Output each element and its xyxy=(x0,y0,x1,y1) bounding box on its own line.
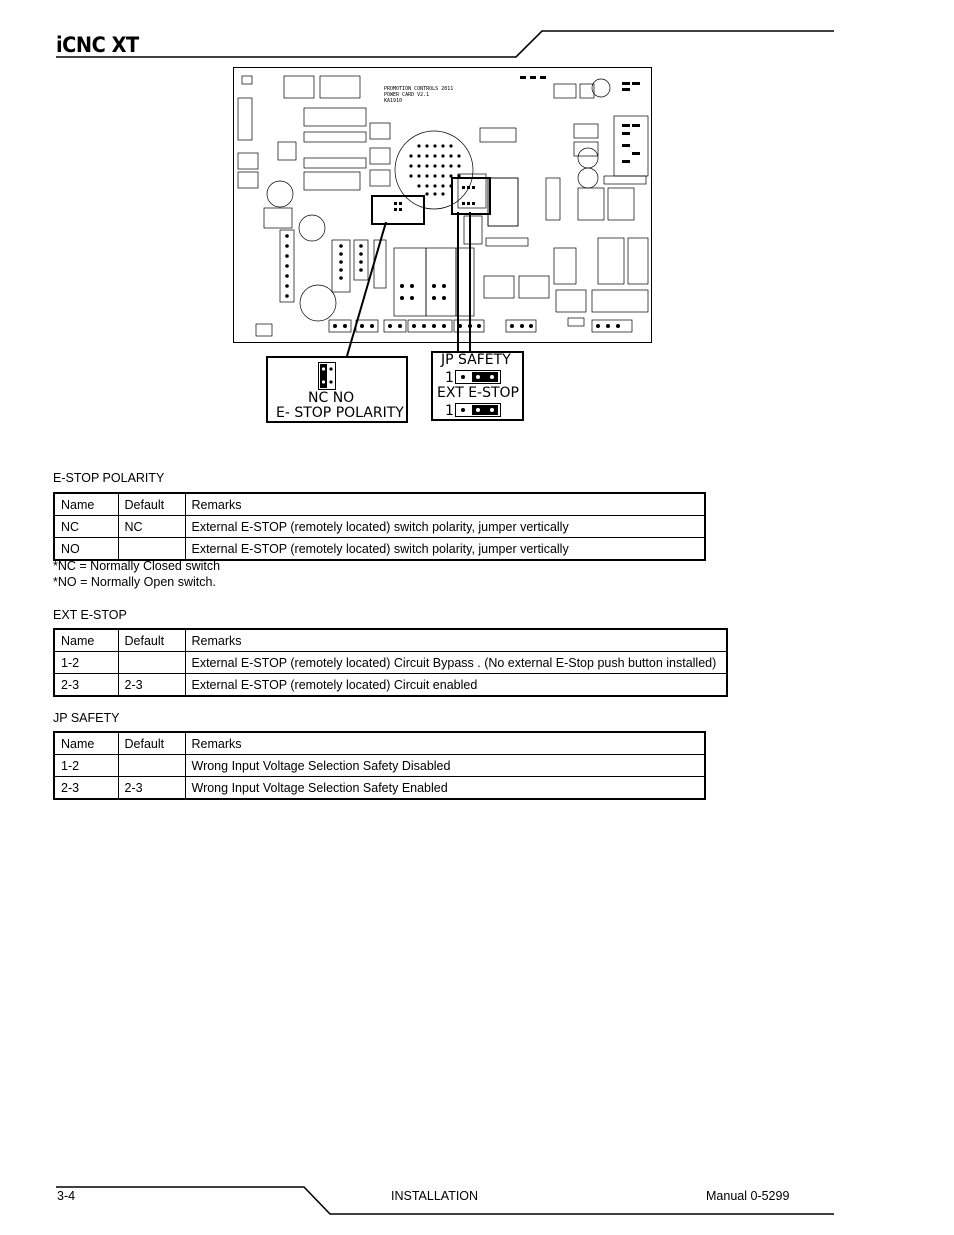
cell-name: NO xyxy=(54,538,118,561)
cell-default: NC xyxy=(118,516,185,538)
cell-default xyxy=(118,755,185,777)
header-name: Name xyxy=(54,732,118,755)
table-row xyxy=(54,538,705,561)
jp-safety-label: JP SAFETY xyxy=(441,352,511,368)
callout-estop-polarity xyxy=(266,356,408,423)
jp-safety-jumper-icon xyxy=(455,370,501,384)
ext-estop-label: EXT E-STOP xyxy=(437,385,519,401)
brand-title: iCNC XT xyxy=(56,33,139,57)
callout-jp-safety-ext-estop xyxy=(431,351,524,421)
table-row xyxy=(54,755,705,777)
cell-remarks: Wrong Input Voltage Selection Safety Enabled xyxy=(185,777,705,800)
board-title-3: KA1910 xyxy=(384,98,403,104)
section-label-ext-estop: EXT E-STOP xyxy=(53,608,127,622)
cell-remarks: Wrong Input Voltage Selection Safety Disabled xyxy=(185,755,705,777)
header-remarks: Remarks xyxy=(185,732,705,755)
cell-default xyxy=(118,652,185,674)
footer-section: INSTALLATION xyxy=(391,1189,479,1203)
cell-default: 2-3 xyxy=(118,674,185,697)
header-default: Default xyxy=(118,629,185,652)
cell-name: NC xyxy=(54,516,118,538)
polarity-nc-no-label: NC NO xyxy=(308,390,355,406)
cell-default: 2-3 xyxy=(118,777,185,800)
ext-estop-jumper-icon xyxy=(455,403,501,417)
cell-name: 2-3 xyxy=(54,777,118,800)
board-title-2: POWER CARD V2.1 xyxy=(384,92,430,98)
footer-page-number: 3-4 xyxy=(57,1189,76,1203)
cell-remarks: External E-STOP (remotely located) Circuit enabled xyxy=(185,674,727,697)
table-row xyxy=(54,516,705,538)
section-label-jp-safety: JP SAFETY xyxy=(53,711,120,725)
table-ext-estop xyxy=(53,628,728,697)
header-name: Name xyxy=(54,493,118,516)
cell-remarks: External E-STOP (remotely located) Circuit Bypass . (No external E-Stop push button installed) xyxy=(185,652,727,674)
cell-name: 1-2 xyxy=(54,652,118,674)
table-estop-polarity xyxy=(53,492,706,561)
cell-name: 1-2 xyxy=(54,755,118,777)
ext-estop-pin1-label: 1 xyxy=(445,403,454,419)
polarity-caption: E- STOP POLARITY xyxy=(276,405,404,421)
header-default: Default xyxy=(118,493,185,516)
polarity-jumper-icon xyxy=(318,362,336,390)
header-name: Name xyxy=(54,629,118,652)
jp-safety-pin1-label: 1 xyxy=(445,370,454,386)
table-header-row xyxy=(54,629,727,652)
header-default: Default xyxy=(118,732,185,755)
header-remarks: Remarks xyxy=(185,629,727,652)
table-jp-safety xyxy=(53,731,706,800)
table-row xyxy=(54,777,705,800)
table-header-row xyxy=(54,493,705,516)
table-row xyxy=(54,652,727,674)
header-remarks: Remarks xyxy=(185,493,705,516)
note-no: *NO = Normally Open switch. xyxy=(53,575,216,589)
footer-manual-number: Manual 0-5299 xyxy=(706,1189,790,1203)
note-nc: *NC = Normally Closed switch xyxy=(53,559,221,573)
cell-remarks: External E-STOP (remotely located) switch polarity, jumper vertically xyxy=(185,538,705,561)
cell-name: 2-3 xyxy=(54,674,118,697)
table-header-row xyxy=(54,732,705,755)
board-title-1: PROMOTION CONTROLS 2011 xyxy=(384,86,454,92)
cell-remarks: External E-STOP (remotely located) switch polarity, jumper vertically xyxy=(185,516,705,538)
section-label-estop-polarity: E-STOP POLARITY xyxy=(53,471,165,485)
cell-default xyxy=(118,538,185,561)
table-row xyxy=(54,674,727,697)
